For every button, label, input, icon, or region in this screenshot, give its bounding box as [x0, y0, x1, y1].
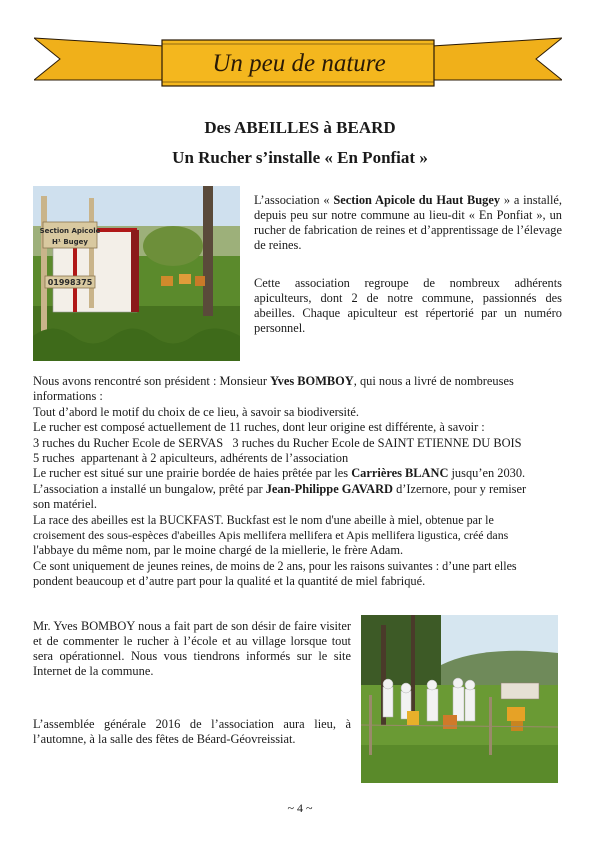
- body-line: Ce sont uniquement de jeunes reines, de moins de 2 ans, pour les raisons suivantes : d’une part elles: [33, 558, 517, 573]
- body-line: Le rucher est composé actuellement de 11 ruches, dont leur origine est différente, à savoir :: [33, 420, 485, 435]
- intro-paragraph-2: Cette association regroupe de nombreux adhérents apiculteurs, dont 2 de notre commune, passionnés des abeilles. Chaque apiculteur est répertorié par un numéro personnel.: [254, 276, 562, 335]
- intro-paragraph-1: [254, 193, 562, 253]
- page-number: ~ 4 ~: [287, 801, 313, 815]
- photo-rucher-sign: [33, 186, 240, 361]
- intro-p1-assoc-name: Section Apicole du Haut Bugey: [333, 193, 501, 207]
- beekeepers-illustration: [361, 615, 558, 783]
- president-name: Yves BOMBOY: [270, 374, 354, 388]
- body-line: l'abbaye du même nom, par le moine chargé de la miellerie, le frère Adam.: [33, 543, 404, 558]
- body-line: Tout d’abord le motif du choix de ce lieu, à savoir sa biodiversité.: [33, 404, 360, 419]
- body-l7-pre: Le rucher est situé sur une prairie bordée de haies prêtée par les: [33, 466, 352, 481]
- intro-p1-post: » a installé, depuis peu sur notre commune au lieu-dit « En Ponfiat », un rucher de fabrication de reines et d’apprentissage de l’élevage de reines.: [254, 193, 563, 252]
- body-l8-pre: L’association a installé un bungalow, prêté par: [33, 481, 266, 496]
- article-title: Des ABEILLES à BEARD: [204, 118, 396, 137]
- sign-text-line2: H¹ Bugey: [51, 238, 89, 246]
- section-banner: [34, 36, 562, 88]
- body-line: 5 ruches appartenant à 2 apiculteurs, adhérents de l’association: [33, 451, 349, 466]
- assembly-paragraph: L’assemblée générale 2016 de l’association aura lieu, à l’automne, à la salle des fêtes de Béard-Géovreissiat.: [33, 717, 351, 746]
- body-line: [33, 466, 561, 481]
- body-line: 3 ruches du Rucher Ecole de SERVAS 3 ruches du Rucher Ecole de SAINT ETIENNE DU BOIS: [33, 435, 522, 450]
- photo-beekeepers: [361, 615, 558, 783]
- body-l1-pre: Nous avons rencontré son président : Monsieur: [33, 374, 271, 388]
- body-line: informations :: [33, 389, 103, 404]
- rucher-sign-illustration: [33, 186, 240, 361]
- body-l1-post: , qui nous a livré de nombreuses: [353, 374, 514, 388]
- body-line: pondent beaucoup et d’autre part pour la qualité et la quantité de miel fabriqué.: [33, 574, 426, 589]
- body-line: son matériel.: [33, 497, 97, 512]
- body-line: croisement des sous-espèces d'abeilles Apis mellifera mellifera et Apis mellifera ligustica, créé dans: [33, 528, 509, 543]
- body-line: [33, 482, 561, 497]
- banner-title: Un peu de nature: [212, 50, 386, 77]
- body-line: La race des abeilles est la BUCKFAST. Buckfast est le nom d'une abeille à miel, obtenue par le: [33, 512, 494, 527]
- body-line: [33, 374, 561, 389]
- article-body: [33, 374, 561, 590]
- body-l8-post: d’Izernore, pour y remiser: [392, 481, 527, 496]
- carrieres-name: Carrières BLANC: [351, 466, 449, 481]
- gavard-name: Jean-Philippe GAVARD: [265, 481, 393, 496]
- sign-text-line1: Section Apicole: [39, 227, 101, 235]
- sign-text-phone: 01998375: [47, 278, 93, 287]
- intro-p1-pre: L’association «: [254, 193, 334, 207]
- body-l7-post: jusqu’en 2030.: [448, 466, 526, 481]
- visit-paragraph: Mr. Yves BOMBOY nous a fait part de son désir de faire visiter et de commenter le rucher à l’école et au village lorsque tout sera opérationnel. Nous vous tiendrons informés sur le site Internet de la commune.: [33, 619, 351, 678]
- article-subtitle: Un Rucher s’installe « En Ponfiat »: [172, 148, 428, 167]
